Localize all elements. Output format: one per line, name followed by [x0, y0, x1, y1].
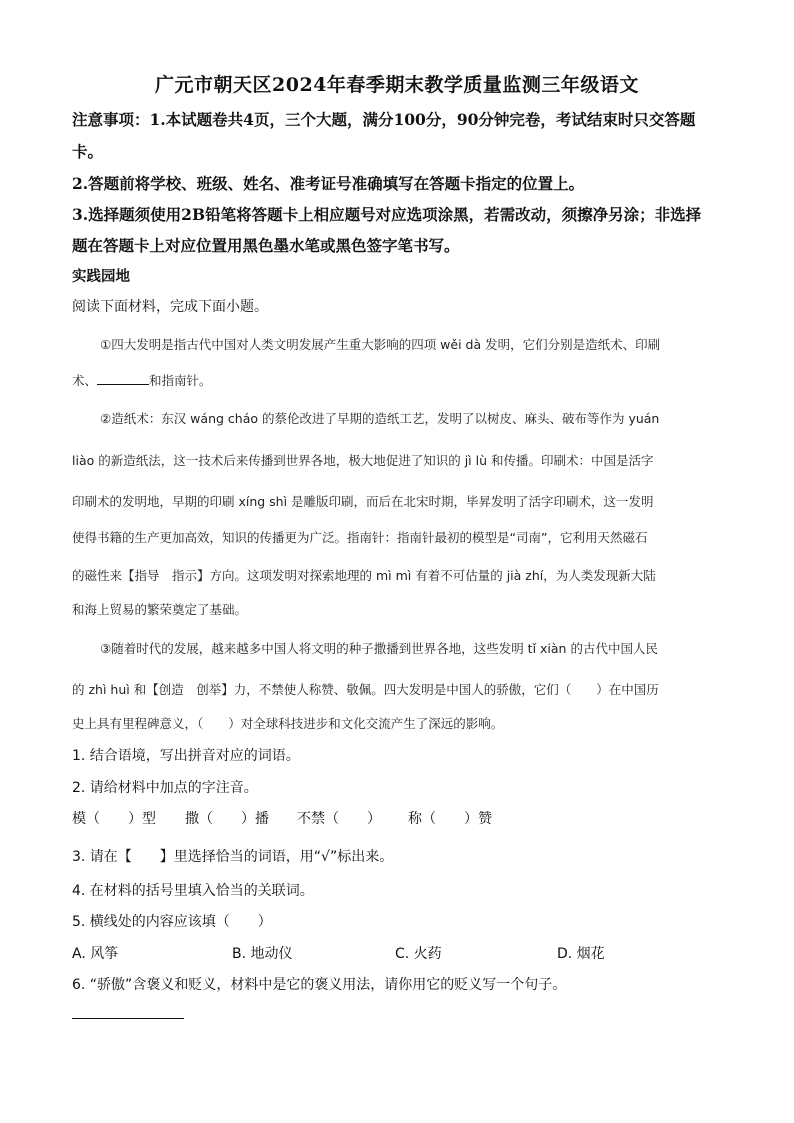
- question-5: 5. 横线处的内容应该填（ ）: [72, 914, 272, 930]
- passage-p2-line5: 的磁性来【指导 指示】方向。这项发明对探索地理的 mì mì 有着不可估量的 jià zhí，为人类发现新大陆: [72, 568, 656, 583]
- notice-line-3-cont: 题在答题卡上对应位置用黑色墨水笔或黑色签字笔书写。: [72, 236, 460, 255]
- question-4: 4. 在材料的括号里填入恰当的关联词。: [72, 883, 314, 899]
- reading-instruction: 阅读下面材料，完成下面小题。: [72, 299, 268, 315]
- q2-item-1: 模（ ）型: [72, 811, 156, 827]
- exam-title: 广元市朝天区2024年春季期末教学质量监测三年级语文: [155, 74, 639, 96]
- question-3: 3. 请在【 】里选择恰当的词语，用“√”标出来。: [72, 849, 394, 865]
- passage-p3-line1: ③随着时代的发展，越来越多中国人将文明的种子撒播到世界各地，这些发明 tǐ xiàn 的古代中国人民: [100, 641, 658, 656]
- question-6: 6. “骄傲”含褒义和贬义，材料中是它的褒义用法，请你用它的贬义写一个句子。: [72, 977, 567, 993]
- passage-p2-line1: ②造纸术：东汉 wáng cháo 的蔡伦改进了早期的造纸工艺，发明了以树皮、麻头、破布等作为 yuán: [100, 411, 660, 426]
- notice-line-1: 注意事项：1.本试题卷共4页，三个大题，满分100分，90分钟完卷，考试结束时只交答题: [72, 110, 696, 129]
- answer-blank-line: [97, 372, 149, 385]
- passage-p1-line1: ①四大发明是指古代中国对人类文明发展产生重大影响的四项 wěi dà 发明，它们分别是造纸术、印刷: [100, 337, 661, 352]
- q2-item-3: 不禁（ ）: [297, 811, 381, 827]
- section-heading: 实践园地: [72, 268, 130, 285]
- passage-p2-line3: 印刷术的发明地，早期的印刷 xíng shì 是雕版印刷，而后在北宋时期，毕昇发明了活字印刷术，这一发明: [72, 494, 654, 509]
- notice-line-2: 2.答题前将学校、班级、姓名、准考证号准确填写在答题卡指定的位置上。: [72, 174, 585, 193]
- q2-item-4: 称（ ）赞: [408, 811, 492, 827]
- notice-line-3: 3.选择题须使用2B铅笔将答题卡上相应题号对应选项涂黑，若需改动，须擦净另涂；非选择: [72, 205, 702, 224]
- question-2: 2. 请给材料中加点的字注音。: [72, 780, 258, 796]
- q5-option-d: D. 烟花: [557, 946, 605, 962]
- passage-p1-suffix: 和指南针。: [149, 373, 212, 388]
- passage-p2-line2: liào 的新造纸法，这一技术后来传播到世界各地，极大地促进了知识的 jì lù 和传播。印刷术：中国是活字: [72, 453, 654, 468]
- passage-p2-line6: 和海上贸易的繁荣奠定了基础。: [72, 602, 248, 617]
- answer-line: [72, 1018, 184, 1019]
- passage-p3-line2: 的 zhì huì 和【创造 创举】力，不禁使人称赞、敬佩。四大发明是中国人的骄傲，它们（ ）在中国历: [72, 682, 659, 697]
- q2-item-2: 撒（ ）播: [185, 811, 269, 827]
- question-1: 1. 结合语境，写出拼音对应的词语。: [72, 748, 300, 764]
- passage-p1-prefix: 术、: [72, 373, 98, 388]
- passage-p2-line4: 使得书籍的生产更加高效，知识的传播更为广泛。指南针：指南针最初的模型是“司南”，它利用天然磁石: [72, 530, 648, 545]
- notice-line-1-cont: 卡。: [72, 142, 104, 161]
- passage-p3-line3: 史上具有里程碑意义，（ ）对全球科技进步和文化交流产生了深远的影响。: [72, 716, 504, 731]
- q5-option-a: A. 风筝: [72, 946, 119, 962]
- q5-option-b: B. 地动仪: [232, 946, 293, 962]
- passage-p1-line2: [72, 371, 212, 389]
- q5-option-c: C. 火药: [395, 946, 442, 962]
